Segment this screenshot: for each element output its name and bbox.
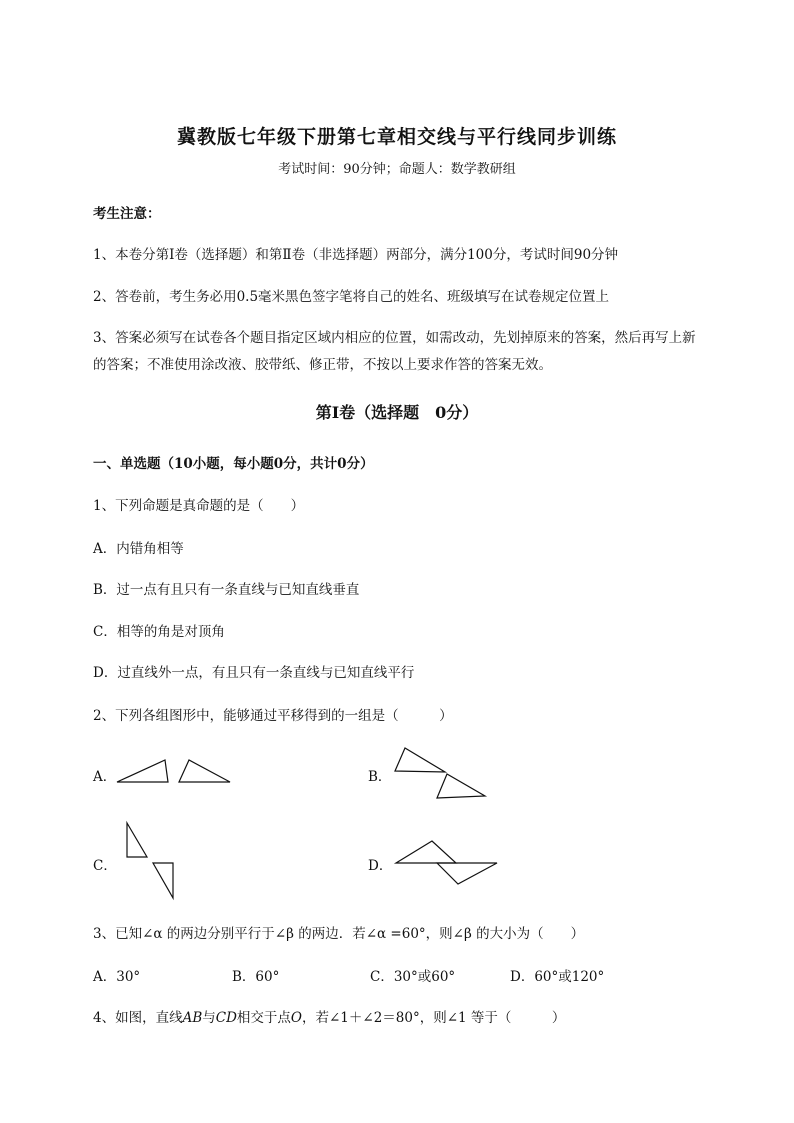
- option-a-triangle-1: [117, 760, 168, 782]
- question-1-option-a: A．内错角相等: [93, 541, 184, 557]
- notice-item-3-cont: 的答案；不准使用涂改液、胶带纸、修正带，不按以上要求作答的答案无效。: [93, 357, 552, 373]
- question-2-label-d: D．: [368, 858, 393, 874]
- part-heading: 一、单选题（10小题，每小题0分，共计0分）: [93, 456, 374, 472]
- question-4-stem-intersect: 相交于点: [236, 1010, 291, 1026]
- notice-heading: 考生注意：: [93, 206, 161, 222]
- line-cd-label: CD: [215, 1010, 237, 1026]
- question-3-option-c: C．30°或60°: [370, 969, 456, 985]
- option-d-triangles-figure: [392, 836, 504, 888]
- option-c-triangle-1: [127, 823, 147, 857]
- document-title: 冀教版七年级下册第七章相交线与平行线同步训练: [176, 126, 617, 148]
- option-b-triangles-figure: [390, 744, 495, 802]
- question-3-stem: 3、已知∠α 的两边分别平行于∠β 的两边．若∠α =60°，则∠β 的大小为（ ）: [93, 926, 585, 942]
- option-a-triangle-2: [179, 760, 230, 782]
- question-4-stem-start: 4、如图，直线: [93, 1010, 183, 1026]
- notice-item-2: 2、答卷前，考生务必用0.5毫米黑色签字笔将自己的姓名、班级填写在试卷规定位置上: [93, 289, 610, 305]
- question-2-stem: 2、下列各组图形中，能够通过平移得到的一组是（ ）: [93, 708, 453, 724]
- section-title: 第Ⅰ卷（选择题 0分）: [315, 403, 479, 422]
- question-4-stem-end: ，若∠1＋∠2＝80°，则∠1 等于（ ）: [302, 1010, 566, 1026]
- option-d-triangle-1: [396, 841, 456, 863]
- question-2-label-b: B．: [368, 769, 392, 785]
- option-c-triangles-figure: [120, 820, 185, 902]
- question-2-label-c: C．: [93, 858, 117, 874]
- question-1-option-d: D．过直线外一点，有且只有一条直线与已知直线平行: [93, 665, 415, 681]
- option-b-triangle-2: [437, 774, 485, 798]
- exam-info: 考试时间：90分钟；命题人：数学教研组: [278, 162, 516, 177]
- option-a-triangles-figure: [112, 755, 237, 787]
- question-4-stem: [93, 1006, 565, 1026]
- notice-item-3: 3、答案必须写在试卷各个题目指定区域内相应的位置，如需改动，先划掉原来的答案，然后再写上新: [93, 330, 696, 346]
- question-3-option-b: B．60°: [232, 969, 280, 985]
- line-ab-label: AB: [182, 1010, 203, 1026]
- question-1-option-b: B．过一点有且只有一条直线与已知直线垂直: [93, 582, 360, 598]
- question-1-option-c: C．相等的角是对顶角: [93, 624, 225, 640]
- question-3-option-a: A．30°: [93, 969, 141, 985]
- question-3-option-d: D．60°或120°: [510, 969, 605, 985]
- notice-item-1: 1、本卷分第Ⅰ卷（选择题）和第Ⅱ卷（非选择题）两部分，满分100分，考试时间90分钟: [93, 247, 619, 263]
- option-d-triangle-2: [437, 863, 497, 884]
- question-2-label-a: A．: [93, 769, 117, 785]
- question-4-stem-join: 与: [202, 1010, 216, 1026]
- question-1-stem: 1、下列命题是真命题的是（ ）: [93, 498, 305, 514]
- option-b-triangle-1: [395, 748, 445, 772]
- point-o-label: O: [290, 1010, 302, 1026]
- option-c-triangle-2: [153, 863, 173, 898]
